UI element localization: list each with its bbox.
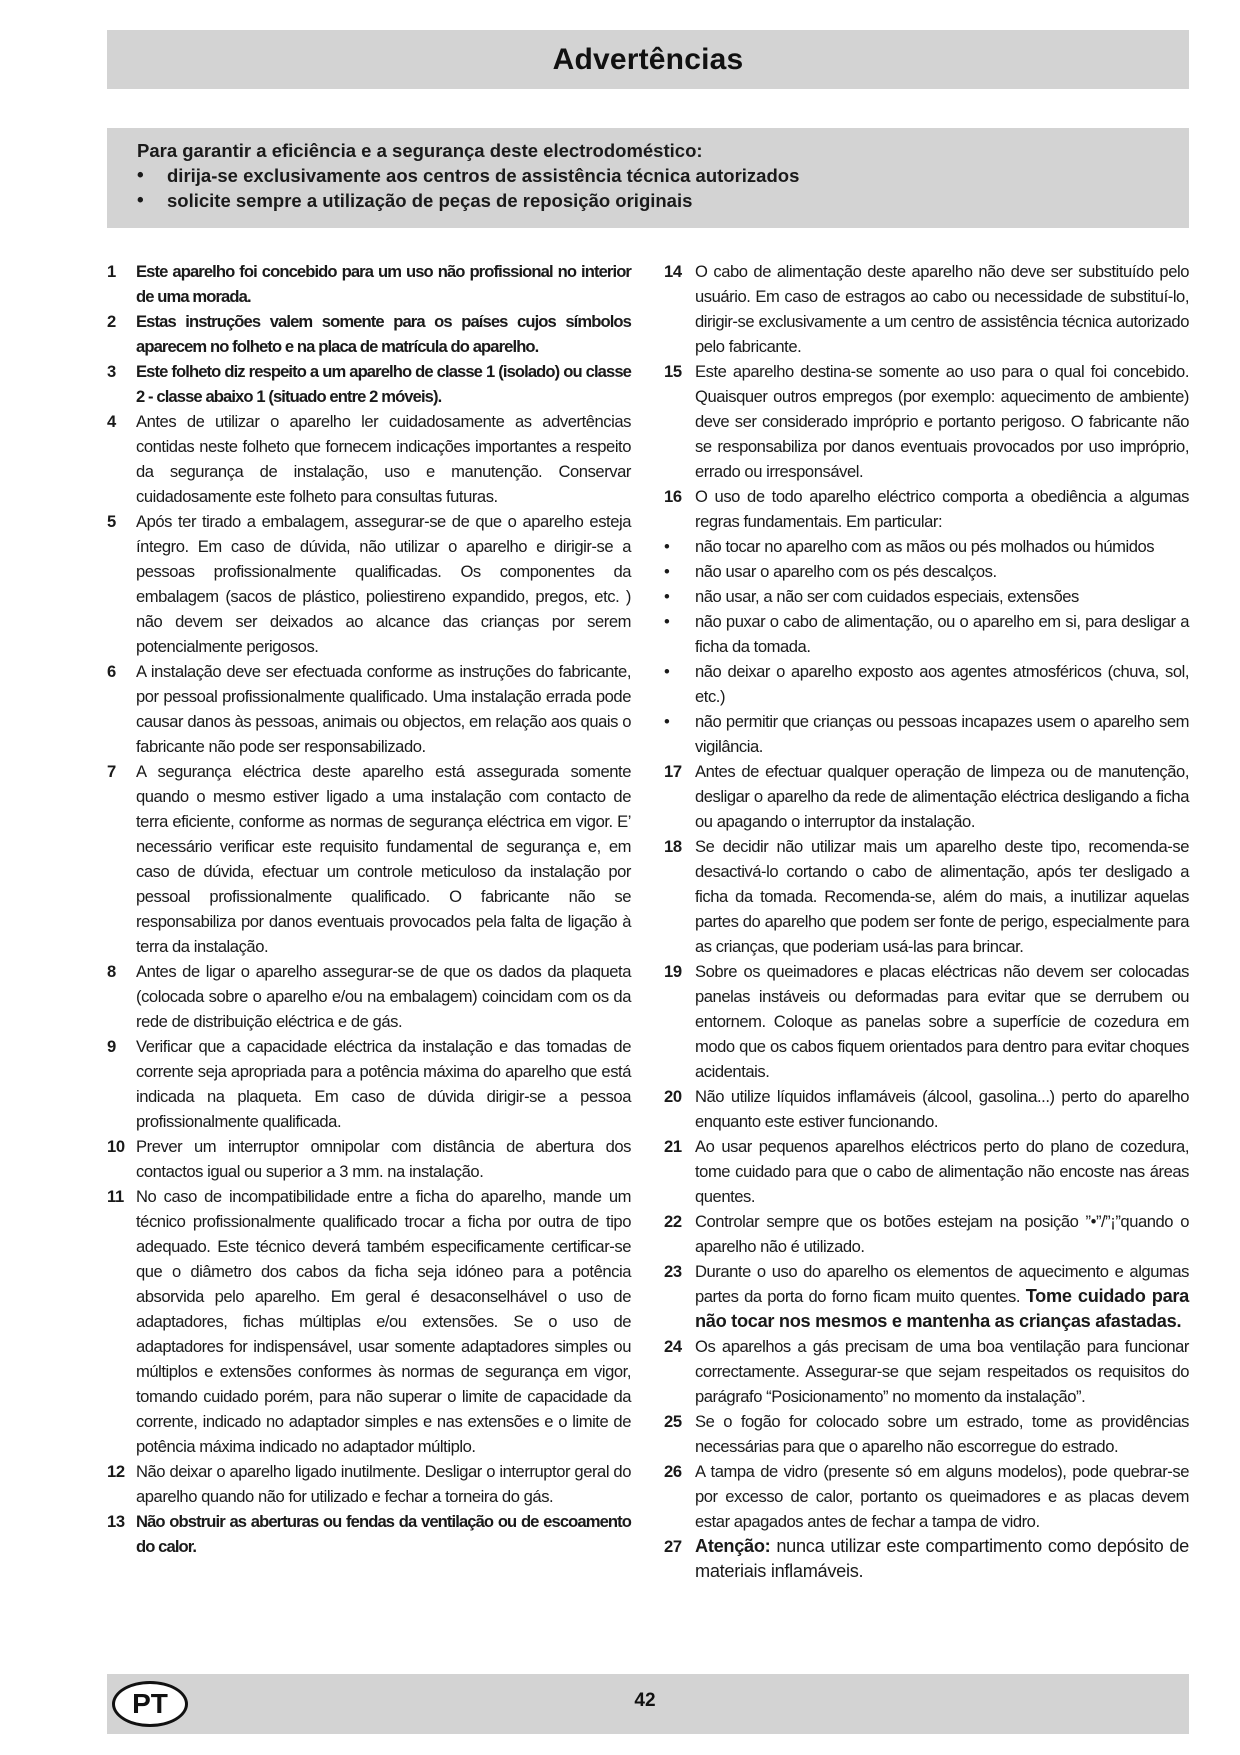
intro-box — [107, 128, 1189, 228]
warning-item — [664, 259, 1189, 359]
item-text: Não utilize líquidos inflamáveis (álcool, gasolina...) perto do aparelho enquanto este estiver funcionando. — [695, 1087, 1189, 1131]
item-text: Este aparelho destina-se somente ao uso para o qual foi concebido. Quaisquer outros empregos (por exemplo: aquecimento de ambiente) deve ser considerado impróprio e portanto perigoso. O fabricante não se responsabiliza por danos eventuais provocados por uso impróprio, errado ou irresponsável. — [695, 362, 1189, 481]
item-text: Prever um interruptor omnipolar com distância de abertura dos contactos igual ou superior a 3 mm. na instalação. — [136, 1137, 631, 1181]
bullet-icon: • — [664, 562, 670, 581]
warning-item — [107, 759, 631, 959]
item-number: 4 — [107, 412, 116, 431]
warning-item — [107, 309, 631, 359]
warning-item — [107, 409, 631, 509]
item-text: Não obstruir as aberturas ou fendas da ventilação ou de escoamento do calor. — [136, 1512, 631, 1556]
page-number: 42 — [634, 1690, 656, 1711]
warning-item — [107, 259, 631, 309]
item-number: 9 — [107, 1037, 116, 1056]
intro-bullet: • dirija-se exclusivamente aos centros de assistência técnica autorizados — [137, 163, 1161, 188]
left-column — [107, 259, 631, 1559]
warning-item — [664, 834, 1189, 959]
sub-bullet-text: não permitir que crianças ou pessoas incapazes usem o aparelho sem vigilância. — [695, 712, 1189, 756]
item-text: Este folheto diz respeito a um aparelho de classe 1 (isolado) ou classe 2 - classe abaixo 1 (situado entre 2 móveis). — [136, 362, 631, 406]
item-number: 11 — [107, 1187, 124, 1206]
warning-item — [107, 1034, 631, 1134]
item-text: Se decidir não utilizar mais um aparelho deste tipo, recomenda-se desactivá-lo cortando o cabo de alimentação, após ter desligado a ficha da tomada. Recomenda-se, além do mais, a inutilizar aquelas partes do aparelho que podem ser fonte de perigo, especialmente para as crianças, que poderiam usá-las para brincar. — [695, 837, 1189, 956]
item-number: 2 — [107, 312, 116, 331]
item-text-regular: nunca utilizar este compartimento como depósito de materiais inflamáveis. — [695, 1536, 1189, 1581]
sub-bullet — [664, 659, 1189, 709]
language-badge: PT — [112, 1681, 188, 1727]
warning-item — [107, 1134, 631, 1184]
warning-item — [664, 1209, 1189, 1259]
item-number: 15 — [664, 362, 682, 381]
item-text: Sobre os queimadores e placas eléctricas não devem ser colocadas panelas instáveis ou deformadas para evitar que se derrubem ou entornem. Coloque as panelas sobre a superfície de cozedura em modo que os cabos fiquem orientados para dentro para evitar choques acidentais. — [695, 962, 1189, 1081]
warning-item — [664, 359, 1189, 484]
warning-item — [664, 1459, 1189, 1534]
intro-bullet: • solicite sempre a utilização de peças de reposição originais — [137, 188, 1161, 213]
sub-bullet — [664, 709, 1189, 759]
warning-item — [107, 509, 631, 659]
sub-bullet-text: não usar o aparelho com os pés descalços. — [695, 562, 997, 581]
intro-heading: Para garantir a eficiência e a segurança deste electrodoméstico: — [137, 140, 703, 161]
bullet-icon: • — [664, 712, 670, 731]
item-text: A segurança eléctrica deste aparelho está assegurada somente quando o mesmo estiver ligado a uma instalação com contacto de terra eficiente, conforme as normas de segurança eléctrica em vigor. E’ necessário verificar este requisito fundamental de segurança e, em caso de dúvida, efectuar um controle meticuloso da instalação por pessoal profissionalmente qualificado. O fabricante não se responsabiliza por danos eventuais provocados pela falta de ligação à terra da instalação. — [136, 762, 631, 956]
warning-item — [664, 1084, 1189, 1134]
sub-bullet — [664, 559, 1189, 584]
item-number: 16 — [664, 487, 682, 506]
item-number: 6 — [107, 662, 116, 681]
item-text: Os aparelhos a gás precisam de uma boa ventilação para funcionar correctamente. Assegurar-se que sejam respeitados os requisitos do parágrafo “Posicionamento” no momento da instalação”. — [695, 1337, 1189, 1406]
item-number: 20 — [664, 1087, 682, 1106]
item-text: A instalação deve ser efectuada conforme as instruções do fabricante, por pessoal profissionalmente qualificado. Uma instalação errada pode causar danos às pessoas, animais ou objectos, em relação aos quais o fabricante não pode ser responsabilizado. — [136, 662, 631, 756]
warning-item — [664, 1134, 1189, 1209]
header-bar — [107, 30, 1189, 89]
item-number: 25 — [664, 1412, 682, 1431]
warning-item — [107, 1184, 631, 1459]
item-number: 14 — [664, 262, 682, 281]
item-number: 21 — [664, 1137, 682, 1156]
item-text: No caso de incompatibilidade entre a ficha do aparelho, mande um técnico profissionalmente qualificado trocar a ficha por outra de tipo adequado. Este técnico deverá também especificamente certificar-se que o diâmetro dos cabos da ficha seja idóneo para a potência absorvida pelo aparelho. Em geral é desaconselhável o uso de adaptadores, fichas múltiplas e/ou extensões. Se o uso de adaptadores for indispensável, usar somente adaptadores simples ou múltiplos e extensões conformes às normas de segurança em vigor, tomando cuidado porém, para não superar o limite de capacidade da corrente, indicado no adaptador simples e nas extensões e o limite de potência máxima indicado no adaptador múltiplo. — [136, 1187, 631, 1456]
item-text-emphasis: Tome cuidado para não tocar nos mesmos e mantenha as crianças afastadas. — [695, 1286, 1189, 1331]
sub-bullet-text: não puxar o cabo de alimentação, ou o aparelho em si, para desligar a ficha da tomada. — [695, 612, 1189, 656]
item-text: Antes de ligar o aparelho assegurar-se de que os dados da plaqueta (colocada sobre o aparelho e/ou na embalagem) coincidam com os da rede de distribuição eléctrica e de gás. — [136, 962, 631, 1031]
warning-item — [664, 1409, 1189, 1459]
item-text: A tampa de vidro (presente só em alguns modelos), pode quebrar-se por excesso de calor, portanto os queimadores e as placas devem estar apagados antes de fechar a tampa de vidro. — [695, 1462, 1189, 1531]
item-text — [695, 1259, 1189, 1334]
bullet-icon: • — [664, 612, 670, 631]
item-number: 27 — [664, 1537, 682, 1556]
intro-bullet-list — [137, 163, 1161, 213]
warning-item — [107, 1459, 631, 1509]
bullet-icon: • — [664, 662, 670, 681]
warning-item — [664, 1259, 1189, 1334]
item-text: Antes de efectuar qualquer operação de limpeza ou de manutenção, desligar o aparelho da rede de alimentação eléctrica desligando a ficha ou apagando o interruptor da instalação. — [695, 762, 1189, 831]
sub-bullet — [664, 534, 1189, 559]
bullet-icon: • — [664, 537, 670, 556]
item-text: O uso de todo aparelho eléctrico comporta a obediência a algumas regras fundamentais. Em particular: — [695, 487, 1189, 531]
item-number: 3 — [107, 362, 116, 381]
item-text: Ao usar pequenos aparelhos eléctricos perto do plano de cozedura, tome cuidado para que o cabo de alimentação não encoste nas áreas quentes. — [695, 1137, 1189, 1206]
item-number: 13 — [107, 1512, 125, 1531]
item-number: 23 — [664, 1262, 682, 1281]
item-text: Não deixar o aparelho ligado inutilmente. Desligar o interruptor geral do aparelho quando não for utilizado e fechar a torneira do gás. — [136, 1462, 631, 1506]
bullet-icon: • — [664, 587, 670, 606]
warning-item — [664, 1334, 1189, 1409]
warning-item — [664, 484, 1189, 534]
warning-item — [664, 1534, 1189, 1584]
page-title: Advertências — [552, 42, 744, 76]
sub-bullet-text: não deixar o aparelho exposto aos agentes atmosféricos (chuva, sol, etc.) — [695, 662, 1189, 706]
item-number: 18 — [664, 837, 682, 856]
sub-bullet-text: não tocar no aparelho com as mãos ou pés molhados ou húmidos — [695, 537, 1155, 556]
sub-bullet-text: não usar, a não ser com cuidados especiais, extensões — [695, 587, 1079, 606]
item-text: O cabo de alimentação deste aparelho não deve ser substituído pelo usuário. Em caso de estragos ao cabo ou necessidade de substituí-lo, dirigir-se exclusivamente a um centro de assistência técnica autorizado pelo fabricante. — [695, 262, 1189, 356]
warning-item — [107, 659, 631, 759]
item-number: 22 — [664, 1212, 682, 1231]
item-text: Controlar sempre que os botões estejam na posição ”•”/”¡”quando o aparelho não é utilizado. — [695, 1212, 1189, 1256]
item-text: Se o fogão for colocado sobre um estrado, tome as providências necessárias para que o aparelho não escorregue do estrado. — [695, 1412, 1189, 1456]
item-text: Estas instruções valem somente para os países cujos símbolos aparecem no folheto e na placa de matrícula do aparelho. — [136, 312, 631, 356]
item-text: Após ter tirado a embalagem, assegurar-se de que o aparelho esteja íntegro. Em caso de dúvida, não utilizar o aparelho e dirigir-se a pessoas profissionalmente qualificadas. Os componentes da embalagem (sacos de plástico, poliestireno expandido, pregos, etc. ) não devem ser deixados ao alcance das crianças por serem potencialmente perigosos. — [136, 512, 631, 656]
warning-item — [107, 959, 631, 1034]
item-text-regular: Durante o uso do aparelho os elementos de aquecimento e algumas partes da porta do forno ficam muito quentes. — [695, 1262, 1189, 1306]
warning-item — [664, 959, 1189, 1084]
item-text-emphasis: Atenção: — [695, 1536, 771, 1556]
item-number: 26 — [664, 1462, 682, 1481]
sub-bullet — [664, 584, 1189, 609]
item-number: 1 — [107, 262, 116, 281]
item-number: 24 — [664, 1337, 682, 1356]
item-text: Este aparelho foi concebido para um uso não profissional no interior de uma morada. — [136, 262, 631, 306]
item-text: Antes de utilizar o aparelho ler cuidadosamente as advertências contidas neste folheto que fornecem indicações importantes a respeito da segurança de instalação, uso e manutenção. Conservar cuidadosamente este folheto para consultas futuras. — [136, 412, 631, 506]
right-column — [664, 259, 1189, 1584]
warning-item — [107, 359, 631, 409]
item-number: 19 — [664, 962, 682, 981]
warning-item — [107, 1509, 631, 1559]
item-number: 17 — [664, 762, 682, 781]
warning-item — [664, 759, 1189, 834]
item-text — [695, 1534, 1189, 1584]
item-number: 10 — [107, 1137, 125, 1156]
item-text: Verificar que a capacidade eléctrica da instalação e das tomadas de corrente seja apropriada para a potência máxima do aparelho que está indicada na plaqueta. Em caso de dúvida dirigir-se a pessoa profissionalmente qualificada. — [136, 1037, 631, 1131]
item-number: 7 — [107, 762, 116, 781]
sub-bullet — [664, 609, 1189, 659]
item-number: 5 — [107, 512, 116, 531]
item-number: 12 — [107, 1462, 125, 1481]
item-number: 8 — [107, 962, 116, 981]
